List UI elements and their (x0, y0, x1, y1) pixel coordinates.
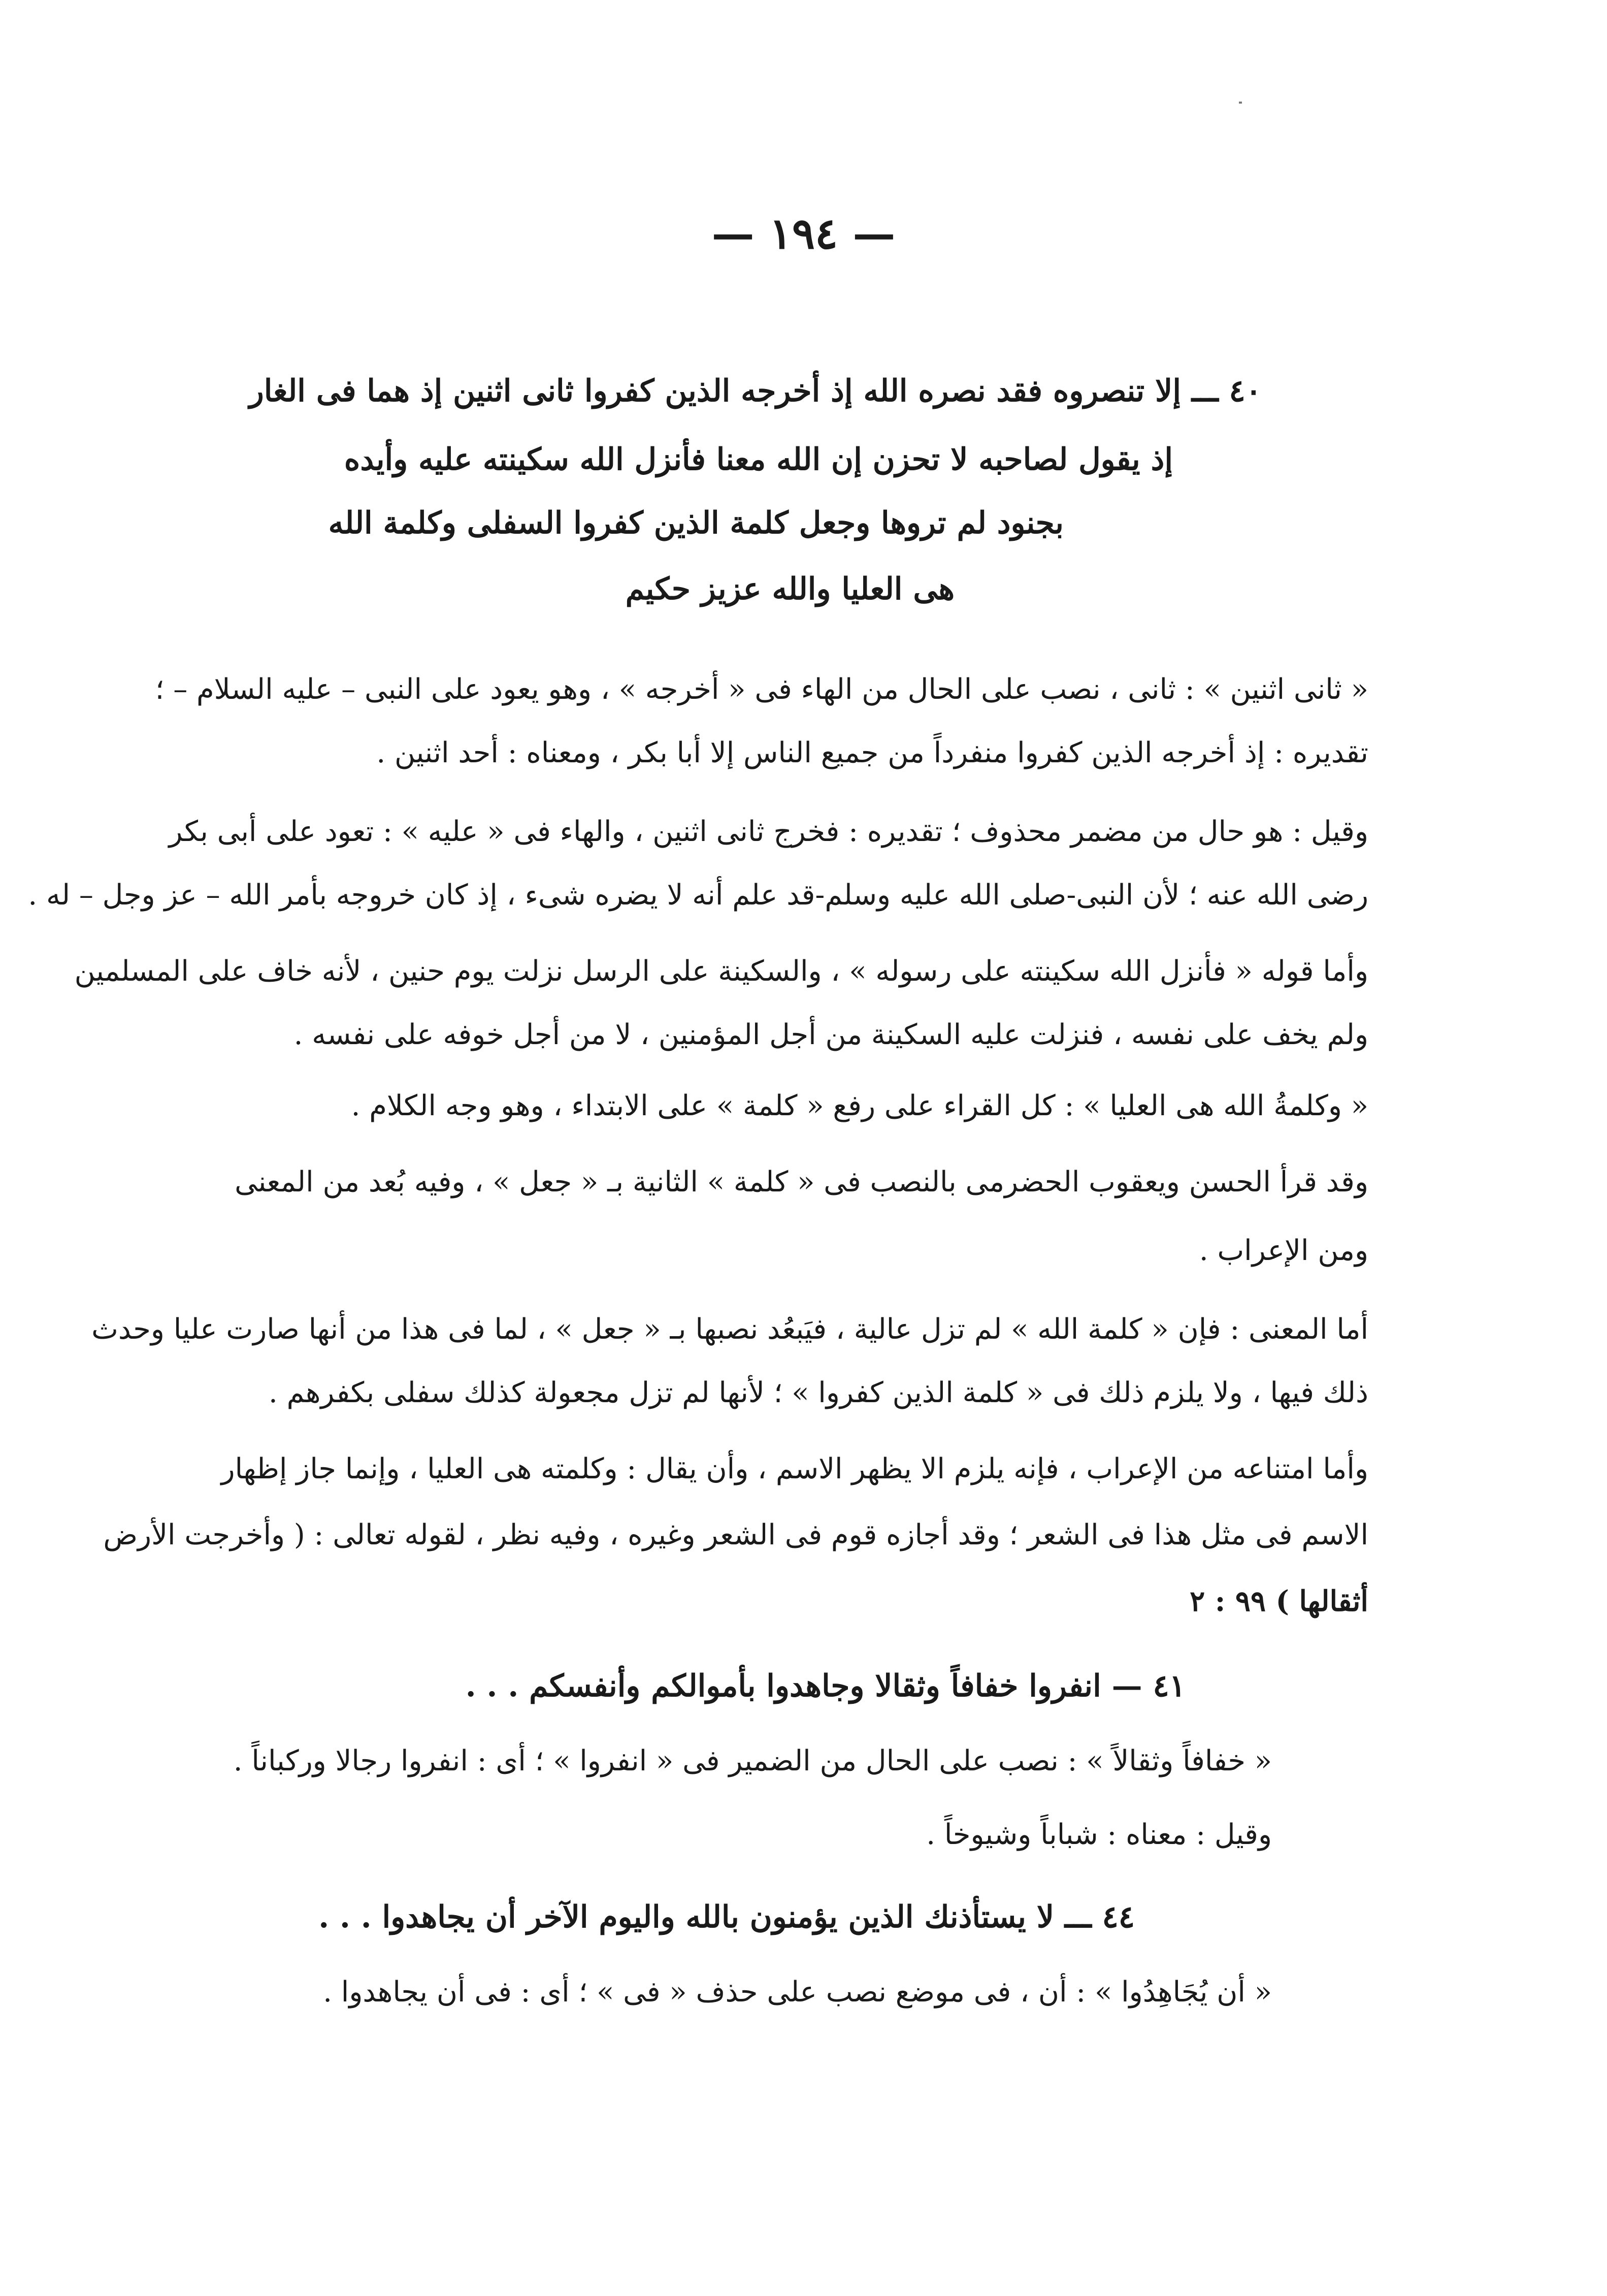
paragraph-8-line-1: « خفافاً وثقالاً » : نصب على الحال من الضمير فى « انفروا » ؛ أى : انفروا رجالا وركباناً . (233, 1744, 1272, 1777)
verse-40-line-3: بجنود لم تروها وجعل كلمة الذين كفروا السفلى وكلمة الله (328, 505, 1064, 541)
paragraph-6-line-2: ذلك فيها ، ولا يلزم ذلك فى « كلمة الذين كفروا » ؛ لأنها لم تزل مجعولة كذلك سفلى بكفرهم . (269, 1376, 1368, 1409)
paragraph-1-line-2: تقديره : إذ أخرجه الذين كفروا منفرداً من جميع الناس إلا أبا بكر ، ومعناه : أحد اثنين . (376, 736, 1368, 769)
paragraph-6-line-1: أما المعنى : فإن « كلمة الله » لم تزل عالية ، فيَبعُد نصبها بـ « جعل » ، لما فى هذا من أنها صارت عليا وحدث (91, 1313, 1368, 1346)
paragraph-7-line-2: الاسم فى مثل هذا فى الشعر ؛ وقد أجازه قوم فى الشعر وغيره ، وفيه نظر ، لقوله تعالى : ( وأخرجت الأرض (103, 1518, 1368, 1551)
verse-44: ٤٤ ـــ لا يستأذنك الذين يؤمنون بالله واليوم الآخر أن يجاهدوا . . . (318, 1899, 1135, 1935)
page-number: — ١٩٤ — (711, 208, 896, 258)
paragraph-2-line-1: وقيل : هو حال من مضمر محذوف ؛ تقديره : فخرج ثانى اثنين ، والهاء فى « عليه » : تعود على أبى بكر (169, 815, 1368, 848)
paragraph-3-line-1: وأما قوله « فأنزل الله سكينته على رسوله » ، والسكينة على الرسل نزلت يوم حنين ، لأنه خاف على المسلمين (74, 955, 1368, 988)
paragraph-5-line-2: ومن الإعراب . (1199, 1234, 1368, 1267)
verse-40-line-2: إذ يقول لصاحبه لا تحزن إن الله معنا فأنزل الله سكينته عليه وأيده (344, 442, 1173, 477)
verse-41: ٤١ — انفروا خفافاً وثقالا وجاهدوا بأموالكم وأنفسكم . . . (465, 1668, 1186, 1704)
paragraph-7-line-3: أثقالها ) ٩٩ : ٢ (1190, 1584, 1368, 1618)
paragraph-9-line-1: « أن يُجَاهِدُوا » : أن ، فى موضع نصب على حذف « فى » ؛ أى : فى أن يجاهدوا . (323, 1976, 1272, 2009)
paragraph-8-line-2: وقيل : معناه : شباباً وشيوخاً . (926, 1818, 1272, 1851)
verse-40-line-1: ٤٠ ـــ إلا تنصروه فقد نصره الله إذ أخرجه الذين كفروا ثانى اثنين إذ هما فى الغار (249, 373, 1262, 409)
verse-40-line-4: هى العليا والله عزيز حكيم (625, 571, 955, 607)
paragraph-1-line-1: « ثانى اثنين » : ثانى ، نصب على الحال من الهاء فى « أخرجه » ، وهو يعود على النبى – عليه السلام – ؛ (155, 673, 1368, 706)
paragraph-4-line-1: « وكلمةُ الله هى العليا » : كل القراء على رفع « كلمة » على الابتداء ، وهو وجه الكلام . (351, 1089, 1368, 1122)
scan-speck (1239, 102, 1242, 104)
paragraph-2-line-2: رضى الله عنه ؛ لأن النبى-صلى الله عليه وسلم-قد علم أنه لا يضره شىء ، إذ كان خروجه بأمر الله – عز وجل – له . (28, 879, 1368, 912)
paragraph-7-line-1: وأما امتناعه من الإعراب ، فإنه يلزم الا يظهر الاسم ، وأن يقال : وكلمته هى العليا ، وإنما جاز إظهار (221, 1452, 1368, 1485)
paragraph-3-line-2: ولم يخف على نفسه ، فنزلت عليه السكينة من أجل المؤمنين ، لا من أجل خوفه على نفسه . (293, 1018, 1368, 1051)
paragraph-5-line-1: وقد قرأ الحسن ويعقوب الحضرمى بالنصب فى « كلمة » الثانية بـ « جعل » ، وفيه بُعد من المعنى (235, 1166, 1368, 1199)
